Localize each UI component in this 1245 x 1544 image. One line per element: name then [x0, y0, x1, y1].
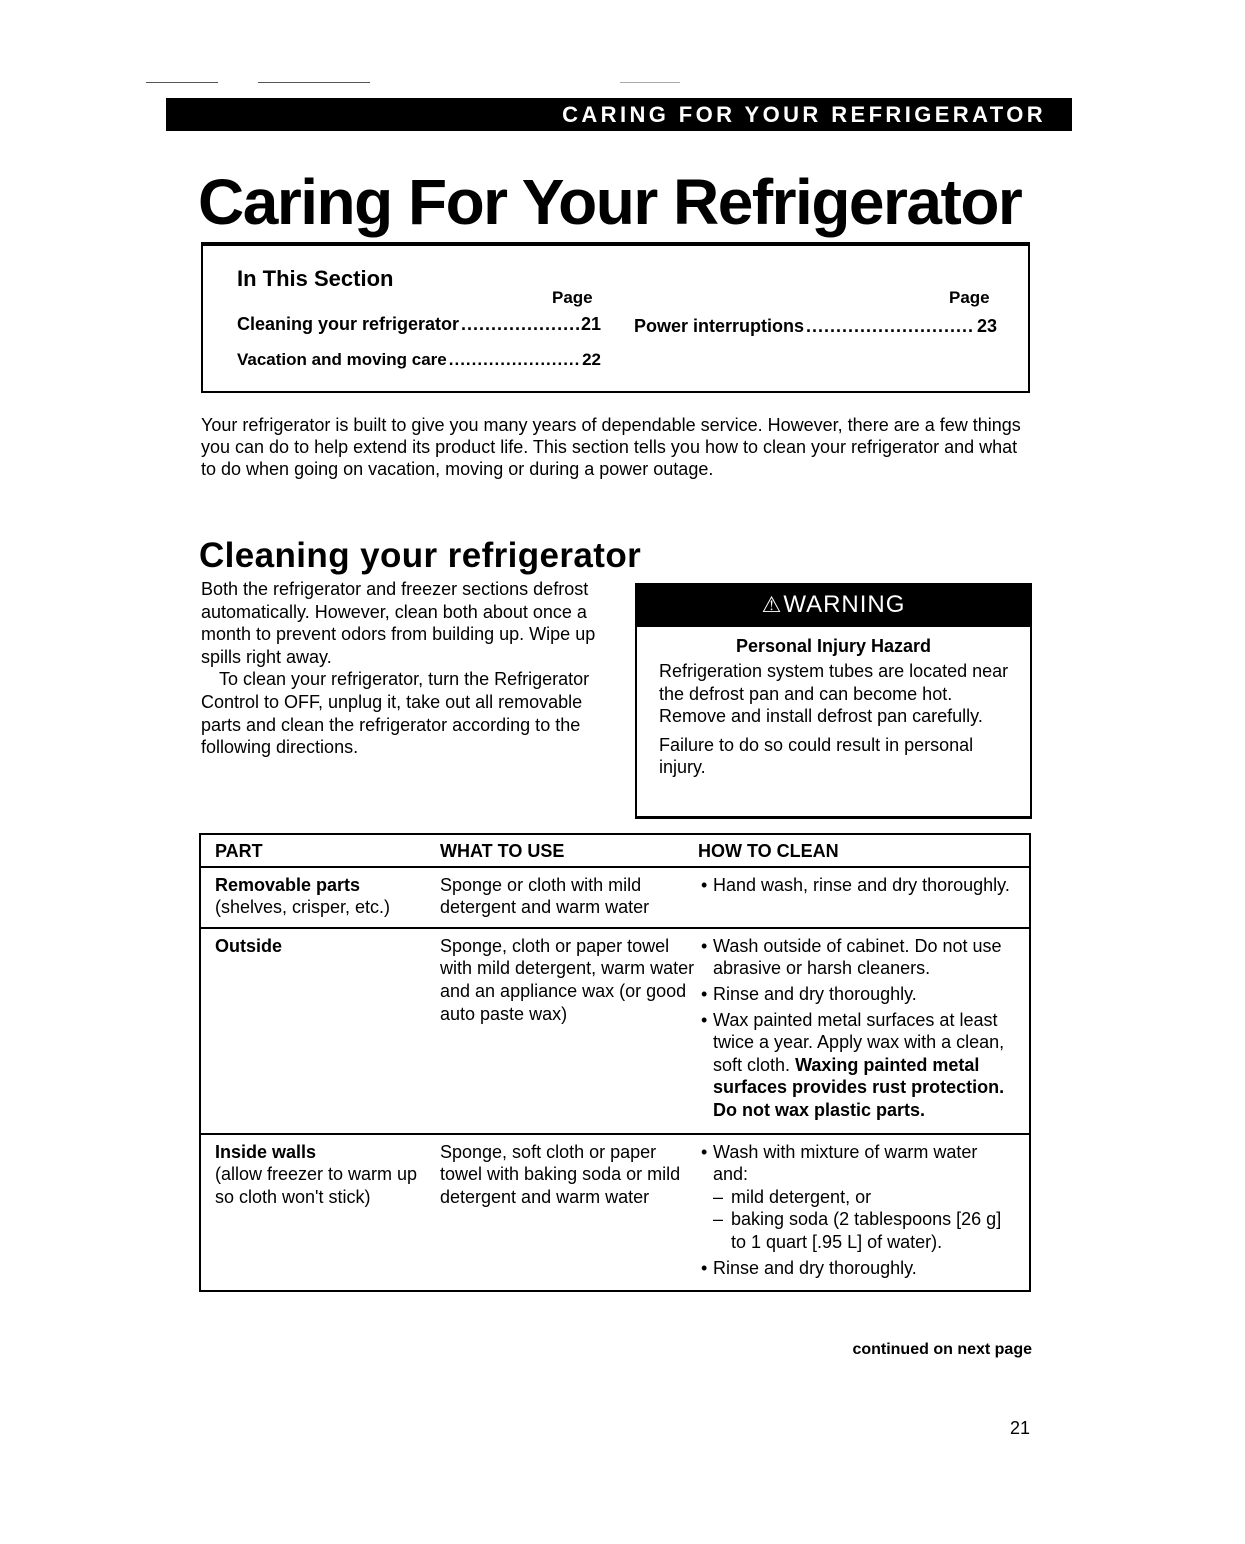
how-step: • Hand wash, rinse and dry thoroughly. — [698, 874, 1017, 897]
table-header-row — [200, 834, 1030, 867]
how-step: • Rinse and dry thoroughly. — [698, 1257, 1017, 1280]
part-name: Inside walls — [215, 1141, 317, 1162]
toc-item-label: Vacation and moving care — [237, 350, 447, 369]
part-name: Removable parts — [215, 874, 361, 895]
table-row — [200, 1134, 1030, 1292]
toc-page-label-left: Page — [552, 288, 593, 307]
warning-box — [635, 583, 1032, 819]
how-cell — [698, 1134, 1030, 1292]
continued-note: continued on next page — [852, 1341, 1032, 1358]
toc-leader — [449, 350, 580, 370]
col-header-use: WHAT TO USE — [440, 834, 698, 867]
cleaning-body — [201, 578, 596, 759]
part-cell — [200, 1134, 440, 1292]
toc-item-page: 22 — [582, 350, 601, 369]
toc-item-power[interactable] — [634, 316, 997, 337]
toc-item-vacation[interactable] — [237, 350, 601, 370]
section-banner: CARING FOR YOUR REFRIGERATOR — [166, 98, 1072, 131]
how-step: • Rinse and dry thoroughly. — [698, 983, 1017, 1006]
toc-box — [201, 242, 1030, 393]
scan-line-mid — [258, 82, 370, 83]
how-substep: – mild detergent, or — [698, 1186, 1017, 1209]
scan-line-right — [620, 82, 680, 83]
toc-leader — [461, 314, 579, 335]
how-step-wax — [698, 1009, 1017, 1122]
toc-item-page: 21 — [580, 314, 601, 334]
warning-text-2: Failure to do so could result in personal injury. — [659, 734, 974, 778]
cleaning-table — [199, 833, 1031, 1292]
cleaning-para-2: To clean your refrigerator, turn the Refrigerator Control to OFF, unplug it, take out all removable parts and clean the refrigerator according to the following directions. — [201, 669, 590, 758]
page-title: Caring For Your Refrigerator — [198, 166, 1022, 238]
part-note: (allow freezer to warm up so cloth won't stick) — [215, 1164, 418, 1207]
intro-paragraph: Your refrigerator is built to give you many years of dependable service. However, there are a few things you can do to help extend its product life. This section tells you how to clean your refrigerator and what to do when going on vacation, moving or during a power outage. — [201, 415, 1021, 479]
part-cell — [200, 928, 440, 1134]
part-cell — [200, 867, 440, 928]
part-name: Outside — [215, 935, 283, 956]
toc-heading: In This Section — [237, 266, 394, 291]
use-cell: Sponge, cloth or paper towel with mild detergent, warm water and an appliance wax (or good auto paste wax) — [440, 928, 698, 1134]
table-row — [200, 928, 1030, 1134]
cleaning-para-1: Both the refrigerator and freezer sections defrost automatically. However, clean both about once a month to prevent odors from building up. Wipe up spills right away. — [201, 579, 596, 667]
col-header-how: HOW TO CLEAN — [698, 834, 1030, 867]
use-cell: Sponge or cloth with mild detergent and warm water — [440, 867, 698, 928]
wax-instruction: Wax painted metal surfaces at least twice a year. Apply wax with a clean, soft cloth. — [713, 1009, 1005, 1075]
col-header-part: PART — [200, 834, 440, 867]
scan-line-left — [146, 82, 218, 83]
warning-header — [635, 583, 1032, 627]
how-step: • Wash with mixture of warm water and: — [698, 1141, 1017, 1186]
warning-label: WARNING — [783, 591, 906, 618]
toc-item-cleaning[interactable] — [237, 314, 601, 335]
toc-item-page: 23 — [976, 316, 997, 336]
page-number: 21 — [1009, 1418, 1030, 1438]
how-substep: – baking soda (2 tablespoons [26 g] to 1 quart [.95 L] of water). — [698, 1208, 1017, 1253]
how-cell — [698, 867, 1030, 928]
wax-warning: Waxing painted metal surfaces provides rust protection. Do not wax plastic parts. — [713, 1054, 1005, 1120]
use-cell: Sponge, soft cloth or paper towel with baking soda or mild detergent and warm water — [440, 1134, 698, 1292]
toc-leader — [806, 316, 975, 337]
toc-item-label: Power interruptions — [634, 316, 805, 336]
warning-text-1: Refrigeration system tubes are located near the defrost pan and can become hot. Remove and install defrost pan carefully. — [659, 661, 1009, 727]
how-step: • Wash outside of cabinet. Do not use abrasive or harsh cleaners. — [698, 935, 1017, 980]
how-cell — [698, 928, 1030, 1134]
warning-triangle-icon: ⚠ — [761, 592, 783, 617]
warning-subtitle: Personal Injury Hazard — [735, 636, 932, 656]
table-row — [200, 867, 1030, 928]
toc-page-label-right: Page — [949, 288, 990, 307]
part-note: (shelves, crisper, etc.) — [215, 897, 391, 918]
cleaning-section-title: Cleaning your refrigerator — [199, 536, 642, 575]
toc-item-label: Cleaning your refrigerator — [237, 314, 460, 334]
